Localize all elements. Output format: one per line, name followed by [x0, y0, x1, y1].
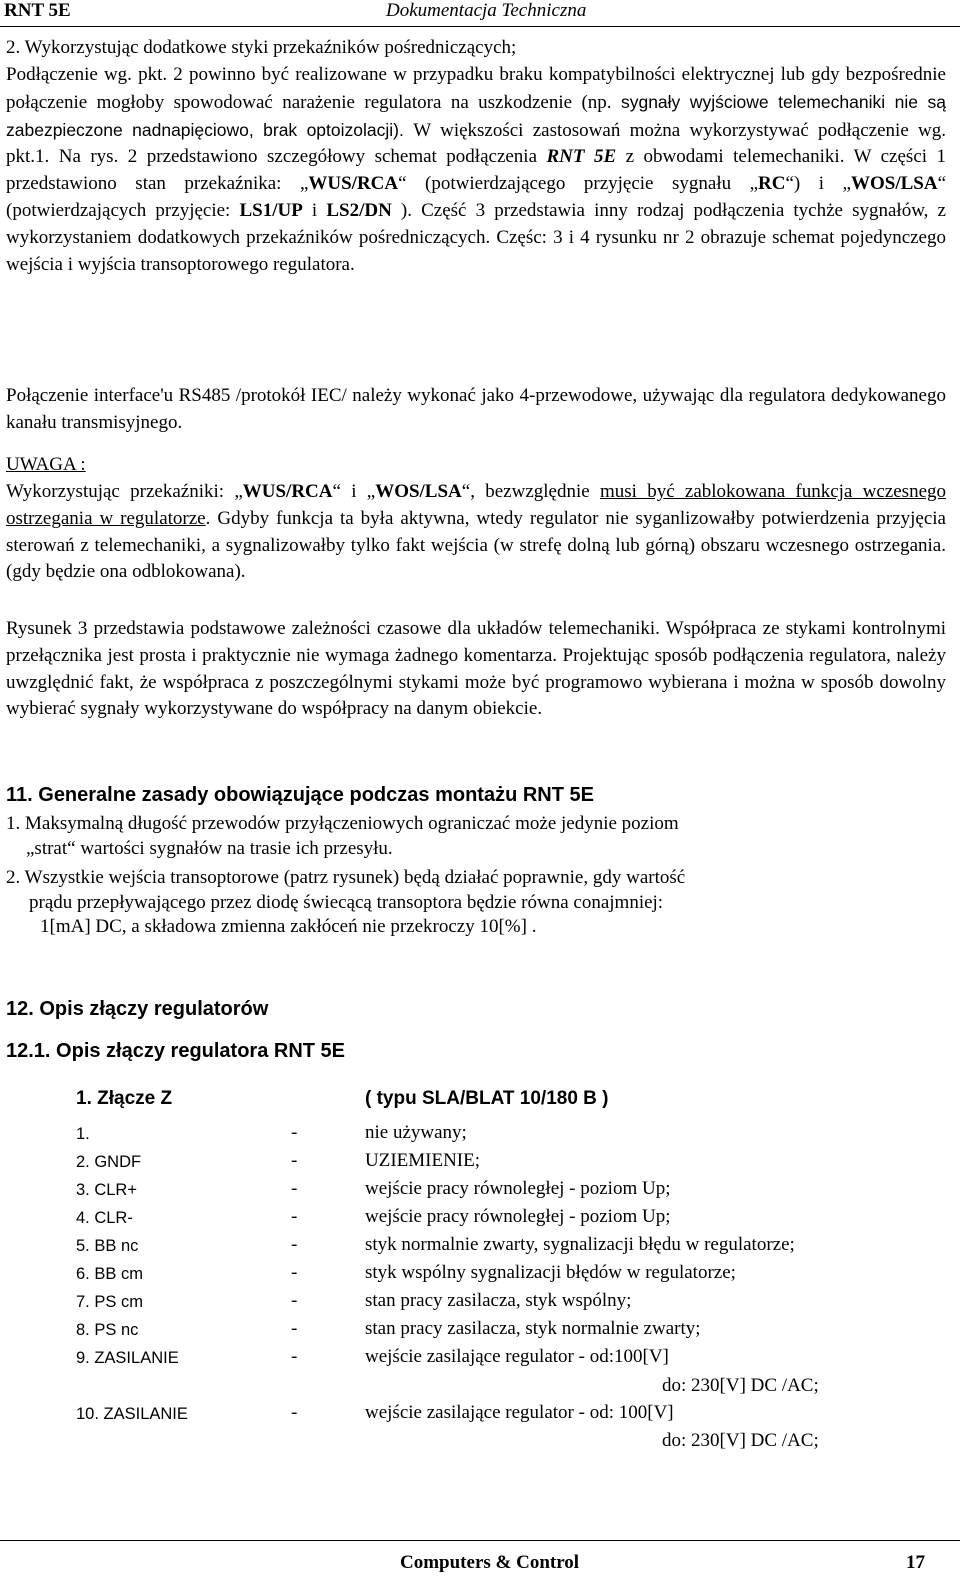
- pin-separator: -: [291, 1262, 298, 1283]
- pin-separator: -: [291, 1206, 298, 1227]
- header-document-title: Dokumentacja Techniczna: [386, 0, 587, 21]
- pin-number: 4. CLR-: [76, 1209, 133, 1227]
- pin-row-5: [0, 1234, 960, 1261]
- pin-description: styk normalnie zwarty, sygnalizacji błędu w regulatorze;: [365, 1234, 795, 1255]
- pin-number: 8. PS nc: [76, 1321, 139, 1339]
- pin-separator: -: [291, 1178, 298, 1199]
- section-11-item-2: 2. Wszystkie wejścia transoptorowe (patrz rysunek) będą działać poprawnie, gdy wartość prądu przepływającego przez diodę świecącą transoptora będzie równa conajmniej: 1[mA] DC, a składowa zmienna zakłóceń nie przekroczy 10[%] .: [6, 867, 686, 937]
- footer-company: Computers & Control: [400, 1552, 580, 1573]
- footer-rule: [0, 1540, 960, 1541]
- pin-description: stan pracy zasilacza, styk wspólny;: [365, 1290, 632, 1311]
- page-footer: [0, 1540, 960, 1587]
- pin-10-range-continuation: do: 230[V] DC /AC;: [662, 1430, 819, 1451]
- pin-number: 5. BB nc: [76, 1237, 139, 1255]
- pin-row-9: [0, 1346, 960, 1373]
- option2-line: 2. Wykorzystując dodatkowe styki przekaźników pośredniczących;: [6, 37, 517, 58]
- pin-description: wejście pracy równoległej - poziom Up;: [365, 1206, 671, 1227]
- pin-number: 10. ZASILANIE: [76, 1405, 188, 1423]
- page-header: [0, 0, 960, 24]
- pin-9-range-continuation: do: 230[V] DC /AC;: [662, 1375, 819, 1396]
- section-11-heading: 11. Generalne zasady obowiązujące podczas montażu RNT 5E: [6, 784, 594, 806]
- pin-description: UZIEMIENIE;: [365, 1150, 481, 1171]
- pin-description: stan pracy zasilacza, styk normalnie zwarty;: [365, 1318, 701, 1339]
- timing-paragraph: Rysunek 3 przedstawia podstawowe zależności czasowe dla układów telemechaniki. Współpraca ze stykami kontrolnymi przełącznika jest prosta i praktycznie nie wymaga żadnego komentarza. Projektując sposób podłączenia regulatora, należy uwzględnić fakt, że współpraca z poszczególnymi stykami może być programowo wybierana i można w sposób dowolny wybierać sygnały wykorzystywane do współpracy na danym obiekcie.: [6, 618, 946, 720]
- header-product-code: RNT 5E: [4, 0, 71, 21]
- warning-label: UWAGA :: [6, 454, 86, 475]
- pin-row-7: [0, 1290, 960, 1317]
- pin-row-4: [0, 1206, 960, 1233]
- connector-title: 1. Złącze Z: [76, 1088, 173, 1109]
- connector-type: ( typu SLA/BLAT 10/180 B ): [365, 1088, 609, 1109]
- pin-separator: -: [291, 1402, 298, 1423]
- pin-row-3: [0, 1178, 960, 1205]
- pin-description: wejście zasilające regulator - od: 100[V]: [365, 1402, 674, 1423]
- pin-row-1: [0, 1122, 960, 1149]
- header-rule: [0, 26, 960, 27]
- pin-description: nie używany;: [365, 1122, 467, 1143]
- pin-separator: -: [291, 1346, 298, 1367]
- pin-description: wejście pracy równoległej - poziom Up;: [365, 1178, 671, 1199]
- pin-separator: -: [291, 1234, 298, 1255]
- section-11-item-1: 1. Maksymalną długość przewodów przyłączeniowych ograniczać może jedynie poziom „strat“ wartości sygnałów na trasie ich przesyłu.: [6, 813, 679, 859]
- pin-description: styk wspólny sygnalizacji błędów w regulatorze;: [365, 1262, 736, 1283]
- pin-row-6: [0, 1262, 960, 1289]
- pin-row-10: [0, 1402, 960, 1429]
- rs485-paragraph: Połączenie interface'u RS485 /protokół IEC/ należy wykonać jako 4-przewodowe, używając dla regulatora dedykowanego kanału transmisyjnego.: [6, 385, 946, 433]
- pin-separator: -: [291, 1318, 298, 1339]
- pin-separator: -: [291, 1150, 298, 1171]
- pin-number: 6. BB cm: [76, 1265, 143, 1283]
- option2-paragraph: Podłączenie wg. pkt. 2 powinno być realizowane w przypadku braku kompatybilności elektrycznej lub gdy bezpośrednie połączenie mogłoby spowodować narażenie regulatora na uszkodzenie (np. sygnały wyjściowe telemechaniki nie są zabezpieczone nadnapięciowo, brak optoizolacji). W większości zastosowań można wykorzystywać podłączenie wg. pkt.1. Na rys. 2 przedstawiono szczegółowy schemat podłączenia RNT 5E z obwodami telemechaniki. W części 1 przedstawiono stan przekaźnika: „WUS/RCA“ (potwierdzającego przyjęcie sygnału „RC“) i „WOS/LSA“ (potwierdzających przyjęcie: LS1/UP i LS2/DN ). Część 3 przedstawia inny rodzaj podłączenia tychże sygnałów, z wykorzystaniem dodatkowych przekaźników pośredniczących. Częśc: 3 i 4 rysunku nr 2 obrazuje schemat pojedynczego wejścia i wyjścia transoptorowego regulatora.: [6, 64, 946, 275]
- pin-number: 3. CLR+: [76, 1181, 137, 1199]
- page-number: 17: [906, 1552, 925, 1573]
- pin-separator: -: [291, 1122, 298, 1143]
- section-12-heading: 12. Opis złączy regulatorów: [6, 998, 269, 1020]
- pin-separator: -: [291, 1290, 298, 1311]
- section-12-1-heading: 12.1. Opis złączy regulatora RNT 5E: [6, 1040, 346, 1062]
- pin-number: 7. PS cm: [76, 1293, 143, 1311]
- pin-row-8: [0, 1318, 960, 1345]
- pin-number: 9. ZASILANIE: [76, 1349, 179, 1367]
- pin-row-2: [0, 1150, 960, 1177]
- warning-paragraph: Wykorzystując przekaźniki: „WUS/RCA“ i „WOS/LSA“, bezwzględnie musi być zablokowana funkcja wczesnego ostrzegania w regulatorze. Gdyby funkcja ta była aktywna, wtedy regulator nie syganlizowałby potwierdzenia przyjęcia sterowań z telemechaniki, a sygnalizowałby tylko fakt wejścia (w strefę dolną lub górną) obszaru wczesnego ostrzegania. (gdy będzie ona odblokowana).: [6, 481, 946, 583]
- pin-number: 1.: [76, 1125, 90, 1143]
- pin-number: 2. GNDF: [76, 1153, 142, 1171]
- pin-description: wejście zasilające regulator - od:100[V]: [365, 1346, 669, 1367]
